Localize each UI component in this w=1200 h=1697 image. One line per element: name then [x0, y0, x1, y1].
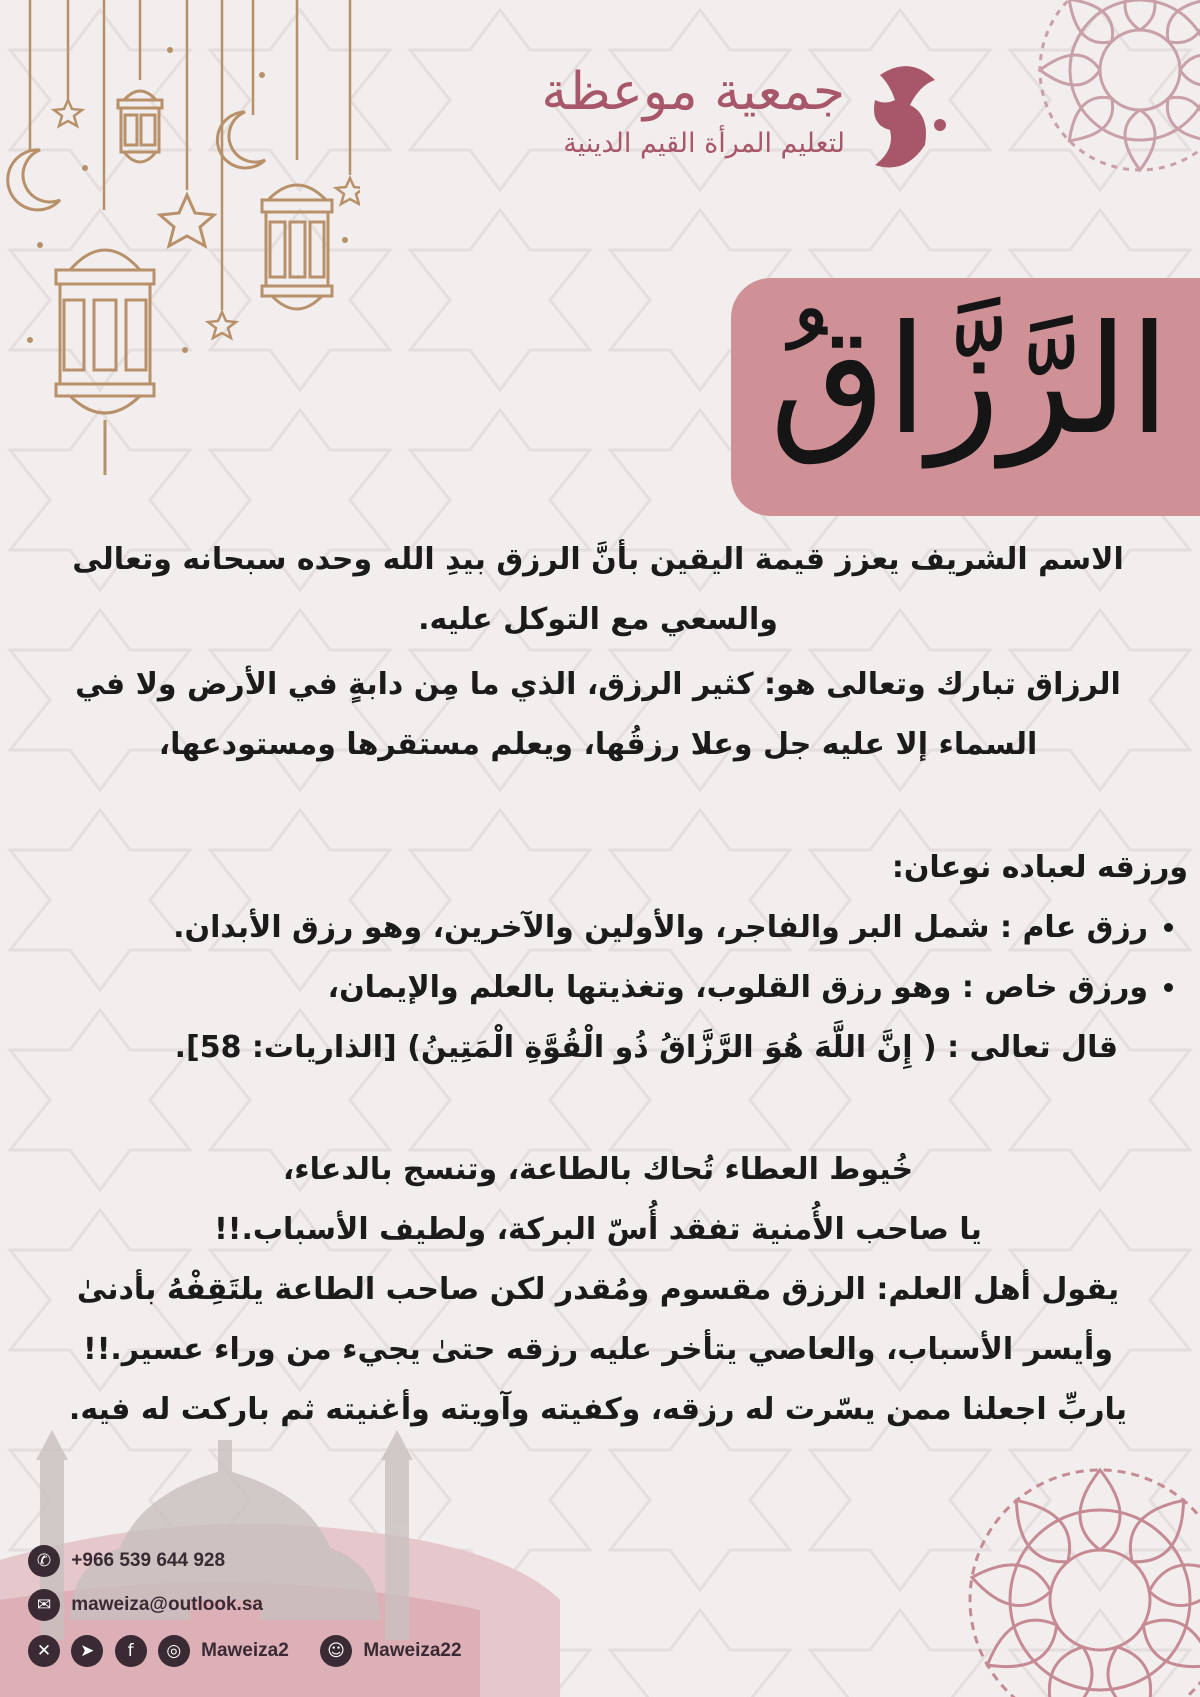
- closing-line: ياربِّ اجعلنا ممن يسّرت له رزقه، وكفيته وآويته وأغنيته ثم باركت له فيه.: [68, 1392, 1128, 1427]
- list-item: • رزق عام : شمل البر والفاجر، والأولين والآخرين، وهو رزق الأبدان.: [8, 898, 1148, 958]
- definition-line: السماء إلا عليه جل وعلا رزقُها، ويعلم مستقرها ومستودعها،: [158, 727, 1038, 762]
- star-icon: [54, 100, 82, 126]
- closing-paragraph: [8, 1140, 1188, 1440]
- closing-line: يا صاحب الأُمنية تفقد أُسّ البركة، ولطيف الأسباب.!!: [214, 1212, 982, 1247]
- intro-line: والسعي مع التوكل عليه.: [418, 602, 778, 637]
- phone-number: +966 539 644 928: [71, 1550, 226, 1571]
- crescent-icon: [8, 150, 60, 210]
- closing-line: خُيوط العطاء تُحاك بالطاعة، وتنسج بالدعاء،: [282, 1152, 914, 1187]
- mandala-icon: [940, 0, 1200, 250]
- lantern-icon: [56, 250, 154, 475]
- closing-line: وأيسر الأسباب، والعاصي يتأخر عليه رزقه حتىٰ يجيء من وراء عسير.!!: [83, 1332, 1113, 1367]
- phone-row[interactable]: [28, 1545, 225, 1577]
- star-icon: [160, 195, 214, 246]
- intro-line: الاسم الشريف يعزز قيمة اليقين بأنَّ الرزق بيدِ الله وحده سبحانه وتعالى: [72, 542, 1124, 577]
- page-title: الرَّزَّاقُ: [769, 294, 1171, 468]
- star-icon: [208, 312, 236, 338]
- telegram-icon[interactable]: ➤: [71, 1635, 103, 1667]
- definition-paragraph: [8, 655, 1188, 775]
- email-row[interactable]: [28, 1589, 263, 1621]
- star-icon: [336, 178, 360, 204]
- definition-line: الرزاق تبارك وتعالى هو: كثير الرزق، الذي ما مِن دابةٍ في الأرض ولا في: [75, 667, 1121, 702]
- facebook-icon[interactable]: f: [115, 1635, 147, 1667]
- crescent-icon: [217, 112, 265, 168]
- intro-paragraph: [8, 530, 1188, 650]
- org-tagline: لتعليم المرأة القيم الدينية: [563, 128, 845, 159]
- types-list: [8, 898, 1188, 1018]
- whatsapp-icon: ✆: [28, 1545, 60, 1577]
- snapchat-icon[interactable]: ☺: [320, 1635, 352, 1667]
- types-heading: ورزقه لعباده نوعان:: [891, 850, 1188, 885]
- social-handle[interactable]: Maweiza2: [201, 1640, 289, 1661]
- org-name: جمعية موعظة: [541, 62, 845, 122]
- brand-logo-icon: [850, 55, 960, 195]
- list-item: • ورزق خاص : وهو رزق القلوب، وتغذيتها بالعلم والإيمان،: [8, 958, 1148, 1018]
- mandala-icon: [880, 1400, 1200, 1697]
- lantern-icon: [118, 91, 162, 162]
- lantern-icon: [262, 185, 332, 309]
- instagram-icon[interactable]: ◎: [158, 1635, 190, 1667]
- x-icon[interactable]: ✕: [28, 1635, 60, 1667]
- contact-info: [28, 1545, 528, 1685]
- lantern-decoration: [0, 0, 360, 480]
- verse-quote: قال تعالى : ( إِنَّ اللَّهَ هُوَ الرَّزَّاقُ ذُو الْقُوَّةِ الْمَتِينُ) [الذاريات: 58].: [174, 1030, 1118, 1065]
- snap-handle[interactable]: Maweiza22: [363, 1640, 462, 1661]
- mail-icon: ✉: [28, 1589, 60, 1621]
- types-section: [8, 838, 1188, 1078]
- social-row: [28, 1635, 462, 1667]
- email-address: maweiza@outlook.sa: [71, 1594, 263, 1615]
- closing-line: يقول أهل العلم: الرزق مقسوم ومُقدر لكن صاحب الطاعة يلتَقِفْهُ بأدنىٰ: [76, 1272, 1120, 1307]
